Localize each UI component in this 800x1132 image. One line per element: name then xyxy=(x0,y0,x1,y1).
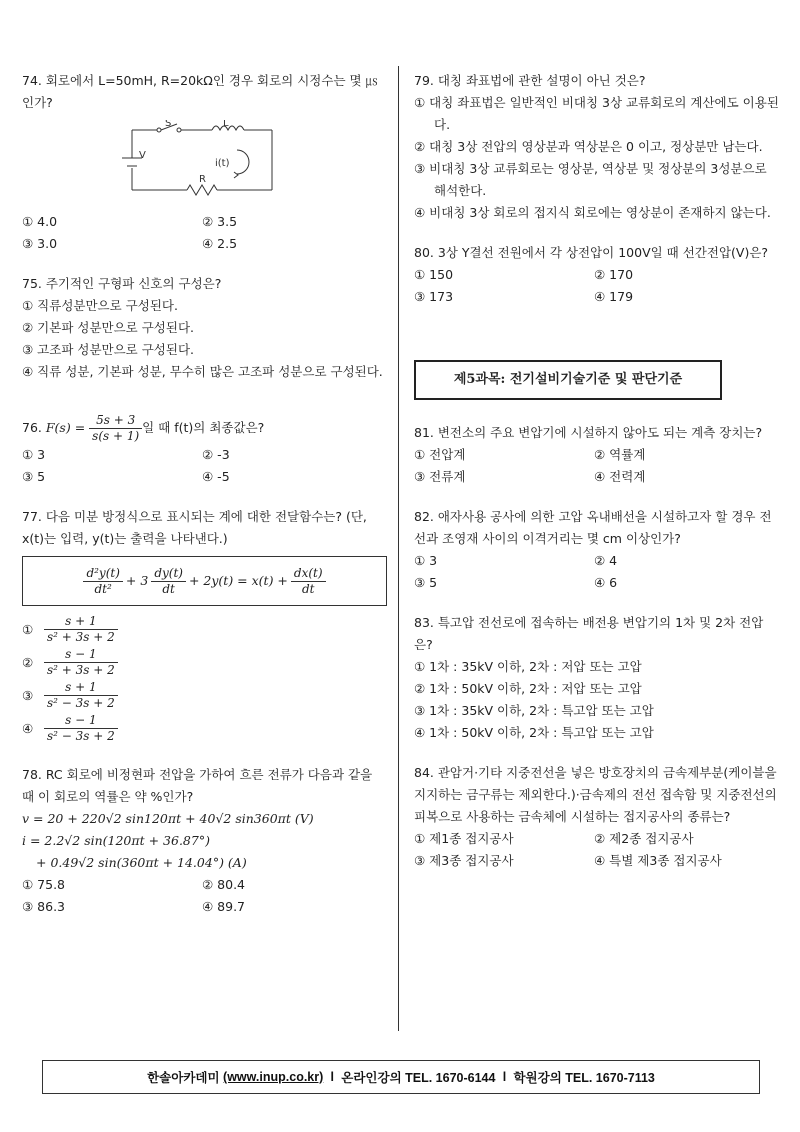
question-80 xyxy=(414,242,779,308)
option-3[interactable]: ③ 고조파 성분만으로 구성된다. xyxy=(22,342,195,357)
label-l: L xyxy=(223,120,229,129)
option-2[interactable]: ② 80.4 xyxy=(202,877,246,892)
label-s: S xyxy=(165,120,172,129)
question-82 xyxy=(414,506,779,594)
question-79-text: 79. 대칭 좌표법에 관한 설명이 아닌 것은? xyxy=(414,73,646,88)
differential-equation-box: $\frac{\text{d²y(t)}}{\text{dt²}}$ + 3 $\frac{dy(t)}{dt}$ + 2y(t) = x(t) + $\frac{dx(t)}{dt}$ xyxy=(22,556,387,606)
option-1[interactable]: ① 직류성분만으로 구성된다. xyxy=(22,298,178,313)
option-3[interactable]: ③ 5 xyxy=(414,575,438,590)
question-82-options xyxy=(414,550,779,594)
option-1[interactable]: ① 대칭 좌표법은 일반적인 비대칭 3상 교류회로의 계산에도 이용된다. xyxy=(414,95,779,132)
column-divider xyxy=(398,66,399,1031)
option-2[interactable]: ② 3.5 xyxy=(202,214,238,229)
option-1[interactable]: ① 1차 : 35kV 이하, 2차 : 저압 또는 고압 xyxy=(414,659,642,674)
question-74-options xyxy=(22,211,387,255)
question-80-options xyxy=(414,264,779,308)
question-75 xyxy=(22,273,387,383)
footer-banner: 한솔아카데미 (www.inup.co.kr) l 온라인강의 TEL. 1670-6144 l 학원강의 TEL. 1670-7113 xyxy=(42,1060,760,1094)
option-3[interactable]: ③ 86.3 xyxy=(22,899,66,914)
question-76 xyxy=(22,413,387,488)
question-83 xyxy=(414,612,779,744)
option-2[interactable]: ② 4 xyxy=(594,553,618,568)
question-81-options xyxy=(414,444,779,488)
option-3[interactable]: ③ 제3종 접지공사 xyxy=(414,853,514,868)
option-2[interactable]: ② 170 xyxy=(594,267,634,282)
option-3[interactable]: ③ 3.0 xyxy=(22,236,58,251)
option-4[interactable]: ④ -5 xyxy=(202,469,230,484)
option-4[interactable]: ④ 직류 성분, 기본파 성분, 무수히 많은 고조파 성분으로 구성된다. xyxy=(22,364,383,379)
option-2[interactable]: ② 기본파 성분만으로 구성된다. xyxy=(22,320,195,335)
academy-name: 한솔아카데미 xyxy=(147,1071,220,1085)
question-77-text: 77. 다음 미분 방정식으로 표시되는 계에 대한 전달함수는? (단, x(t)는 입력, y(t)는 출력을 나타낸다.) xyxy=(22,509,367,546)
option-3[interactable]: ③ $\frac{s + 1}{\text{s² − 3s + 2}}$ xyxy=(22,680,387,711)
option-4[interactable]: ④ 전력계 xyxy=(594,469,646,484)
question-83-text: 83. 특고압 전선로에 접속하는 배전용 변압기의 1차 및 2차 전압은? xyxy=(414,615,764,652)
option-1[interactable]: ① 75.8 xyxy=(22,877,66,892)
academy-url-link[interactable]: (www.inup.co.kr) xyxy=(223,1070,324,1084)
option-2[interactable]: ② $\frac{s - 1}{\text{s² + 3s + 2}}$ xyxy=(22,647,387,678)
option-4[interactable]: ④ 89.7 xyxy=(202,899,246,914)
option-3[interactable]: ③ 1차 : 35kV 이하, 2차 : 특고압 또는 고압 xyxy=(414,703,654,718)
option-4[interactable]: ④ 특별 제3종 접지공사 xyxy=(594,853,722,868)
option-3[interactable]: ③ 전류계 xyxy=(414,469,466,484)
option-3[interactable]: ③ 173 xyxy=(414,289,454,304)
option-1[interactable]: ① 제1종 접지공사 xyxy=(414,831,514,846)
current-expression-1: i = 2.2√2 sin(120πt + 36.87°) xyxy=(22,833,210,848)
question-75-text: 75. 주기적인 구형파 신호의 구성은? xyxy=(22,276,222,291)
label-i: i(t) xyxy=(215,158,230,169)
question-76-options xyxy=(22,444,387,488)
question-80-text: 80. 3상 Y결선 전원에서 각 상전압이 100V일 때 선간전압(V)은? xyxy=(414,245,769,260)
question-81 xyxy=(414,422,779,488)
option-1[interactable]: ① 3 xyxy=(414,553,438,568)
current-expression-2: + 0.49√2 sin(360πt + 14.04°) (A) xyxy=(36,855,247,870)
option-2[interactable]: ② 1차 : 50kV 이하, 2차 : 저압 또는 고압 xyxy=(414,681,642,696)
left-column xyxy=(22,70,387,918)
option-4[interactable]: ④ 6 xyxy=(594,575,618,590)
option-4[interactable]: ④ 비대칭 3상 회로의 접지식 회로에는 영상분이 존재하지 않는다. xyxy=(414,205,771,220)
question-84-text: 84. 관암거·기타 지중전선을 넣은 방호장치의 금속제부분(케이블을 지지하는 금구류는 제외한다.)·금속제의 전선 접속함 및 지중전선의 피복으로 사용하는 금속체에 시설하는 접지공사의 종류는? xyxy=(414,765,777,824)
rl-circuit-diagram xyxy=(117,120,287,200)
offline-phone: 학원강의 TEL. 1670-7113 xyxy=(513,1071,655,1085)
option-1[interactable]: ① 150 xyxy=(414,267,454,282)
question-81-text: 81. 변전소의 주요 변압기에 시설하지 않아도 되는 계측 장치는? xyxy=(414,425,763,440)
question-77 xyxy=(22,506,387,744)
question-76-text: 76. F(s) = $\frac{5s + 3}{s(s + 1)}$ 일 때 f(t)의 최종값은? xyxy=(22,413,265,443)
option-3[interactable]: ③ 비대칭 3상 교류회로는 영상분, 역상분 및 정상분의 3성분으로 해석한다. xyxy=(414,161,767,198)
option-1[interactable]: ① 전압계 xyxy=(414,447,466,462)
option-3[interactable]: ③ 5 xyxy=(22,469,46,484)
question-78-options xyxy=(22,874,387,918)
label-v: V xyxy=(139,150,146,161)
online-phone: 온라인강의 TEL. 1670-6144 xyxy=(341,1071,496,1085)
option-1[interactable]: ① 3 xyxy=(22,447,46,462)
question-84 xyxy=(414,762,779,872)
option-2[interactable]: ② 역률계 xyxy=(594,447,646,462)
section-title: 제5과목: 전기설비기술기준 및 판단기준 xyxy=(414,360,722,400)
question-82-text: 82. 애자사용 공사에 의한 고압 옥내배선을 시설하고자 할 경우 전선과 조영재 사이의 이격거리는 몇 cm 이상인가? xyxy=(414,509,772,546)
right-column xyxy=(414,70,779,872)
label-r: R xyxy=(199,174,206,185)
option-4[interactable]: ④ 179 xyxy=(594,289,634,304)
option-2[interactable]: ② 대칭 3상 전압의 영상분과 역상분은 0 이고, 정상분만 남는다. xyxy=(414,139,763,154)
option-4[interactable]: ④ 1차 : 50kV 이하, 2차 : 특고압 또는 고압 xyxy=(414,725,654,740)
function-label: F(s) = xyxy=(45,420,86,435)
question-78-text: 78. RC 회로에 비정현파 전압을 가하여 흐른 전류가 다음과 같을 때 이 회로의 역률은 약 %인가? xyxy=(22,767,373,804)
question-78 xyxy=(22,764,387,918)
question-79 xyxy=(414,70,779,224)
option-2[interactable]: ② -3 xyxy=(202,447,230,462)
option-1[interactable]: ① $\frac{s + 1}{\text{s² + 3s + 2}}$ xyxy=(22,614,387,645)
question-84-options xyxy=(414,828,779,872)
option-1[interactable]: ① 4.0 xyxy=(22,214,58,229)
option-4[interactable]: ④ $\frac{s - 1}{\text{s² − 3s + 2}}$ xyxy=(22,713,387,744)
option-2[interactable]: ② 제2종 접지공사 xyxy=(594,831,694,846)
question-74 xyxy=(22,70,387,255)
option-4[interactable]: ④ 2.5 xyxy=(202,236,238,251)
voltage-expression: v = 20 + 220√2 sin120πt + 40√2 sin360πt (V) xyxy=(22,811,314,826)
question-74-text: 74. 회로에서 L=50mH, R=20kΩ인 경우 회로의 시정수는 몇 ㎲ 인가? xyxy=(22,73,379,110)
fraction: $\frac{5s + 3}{s(s + 1)}$ xyxy=(89,413,142,444)
